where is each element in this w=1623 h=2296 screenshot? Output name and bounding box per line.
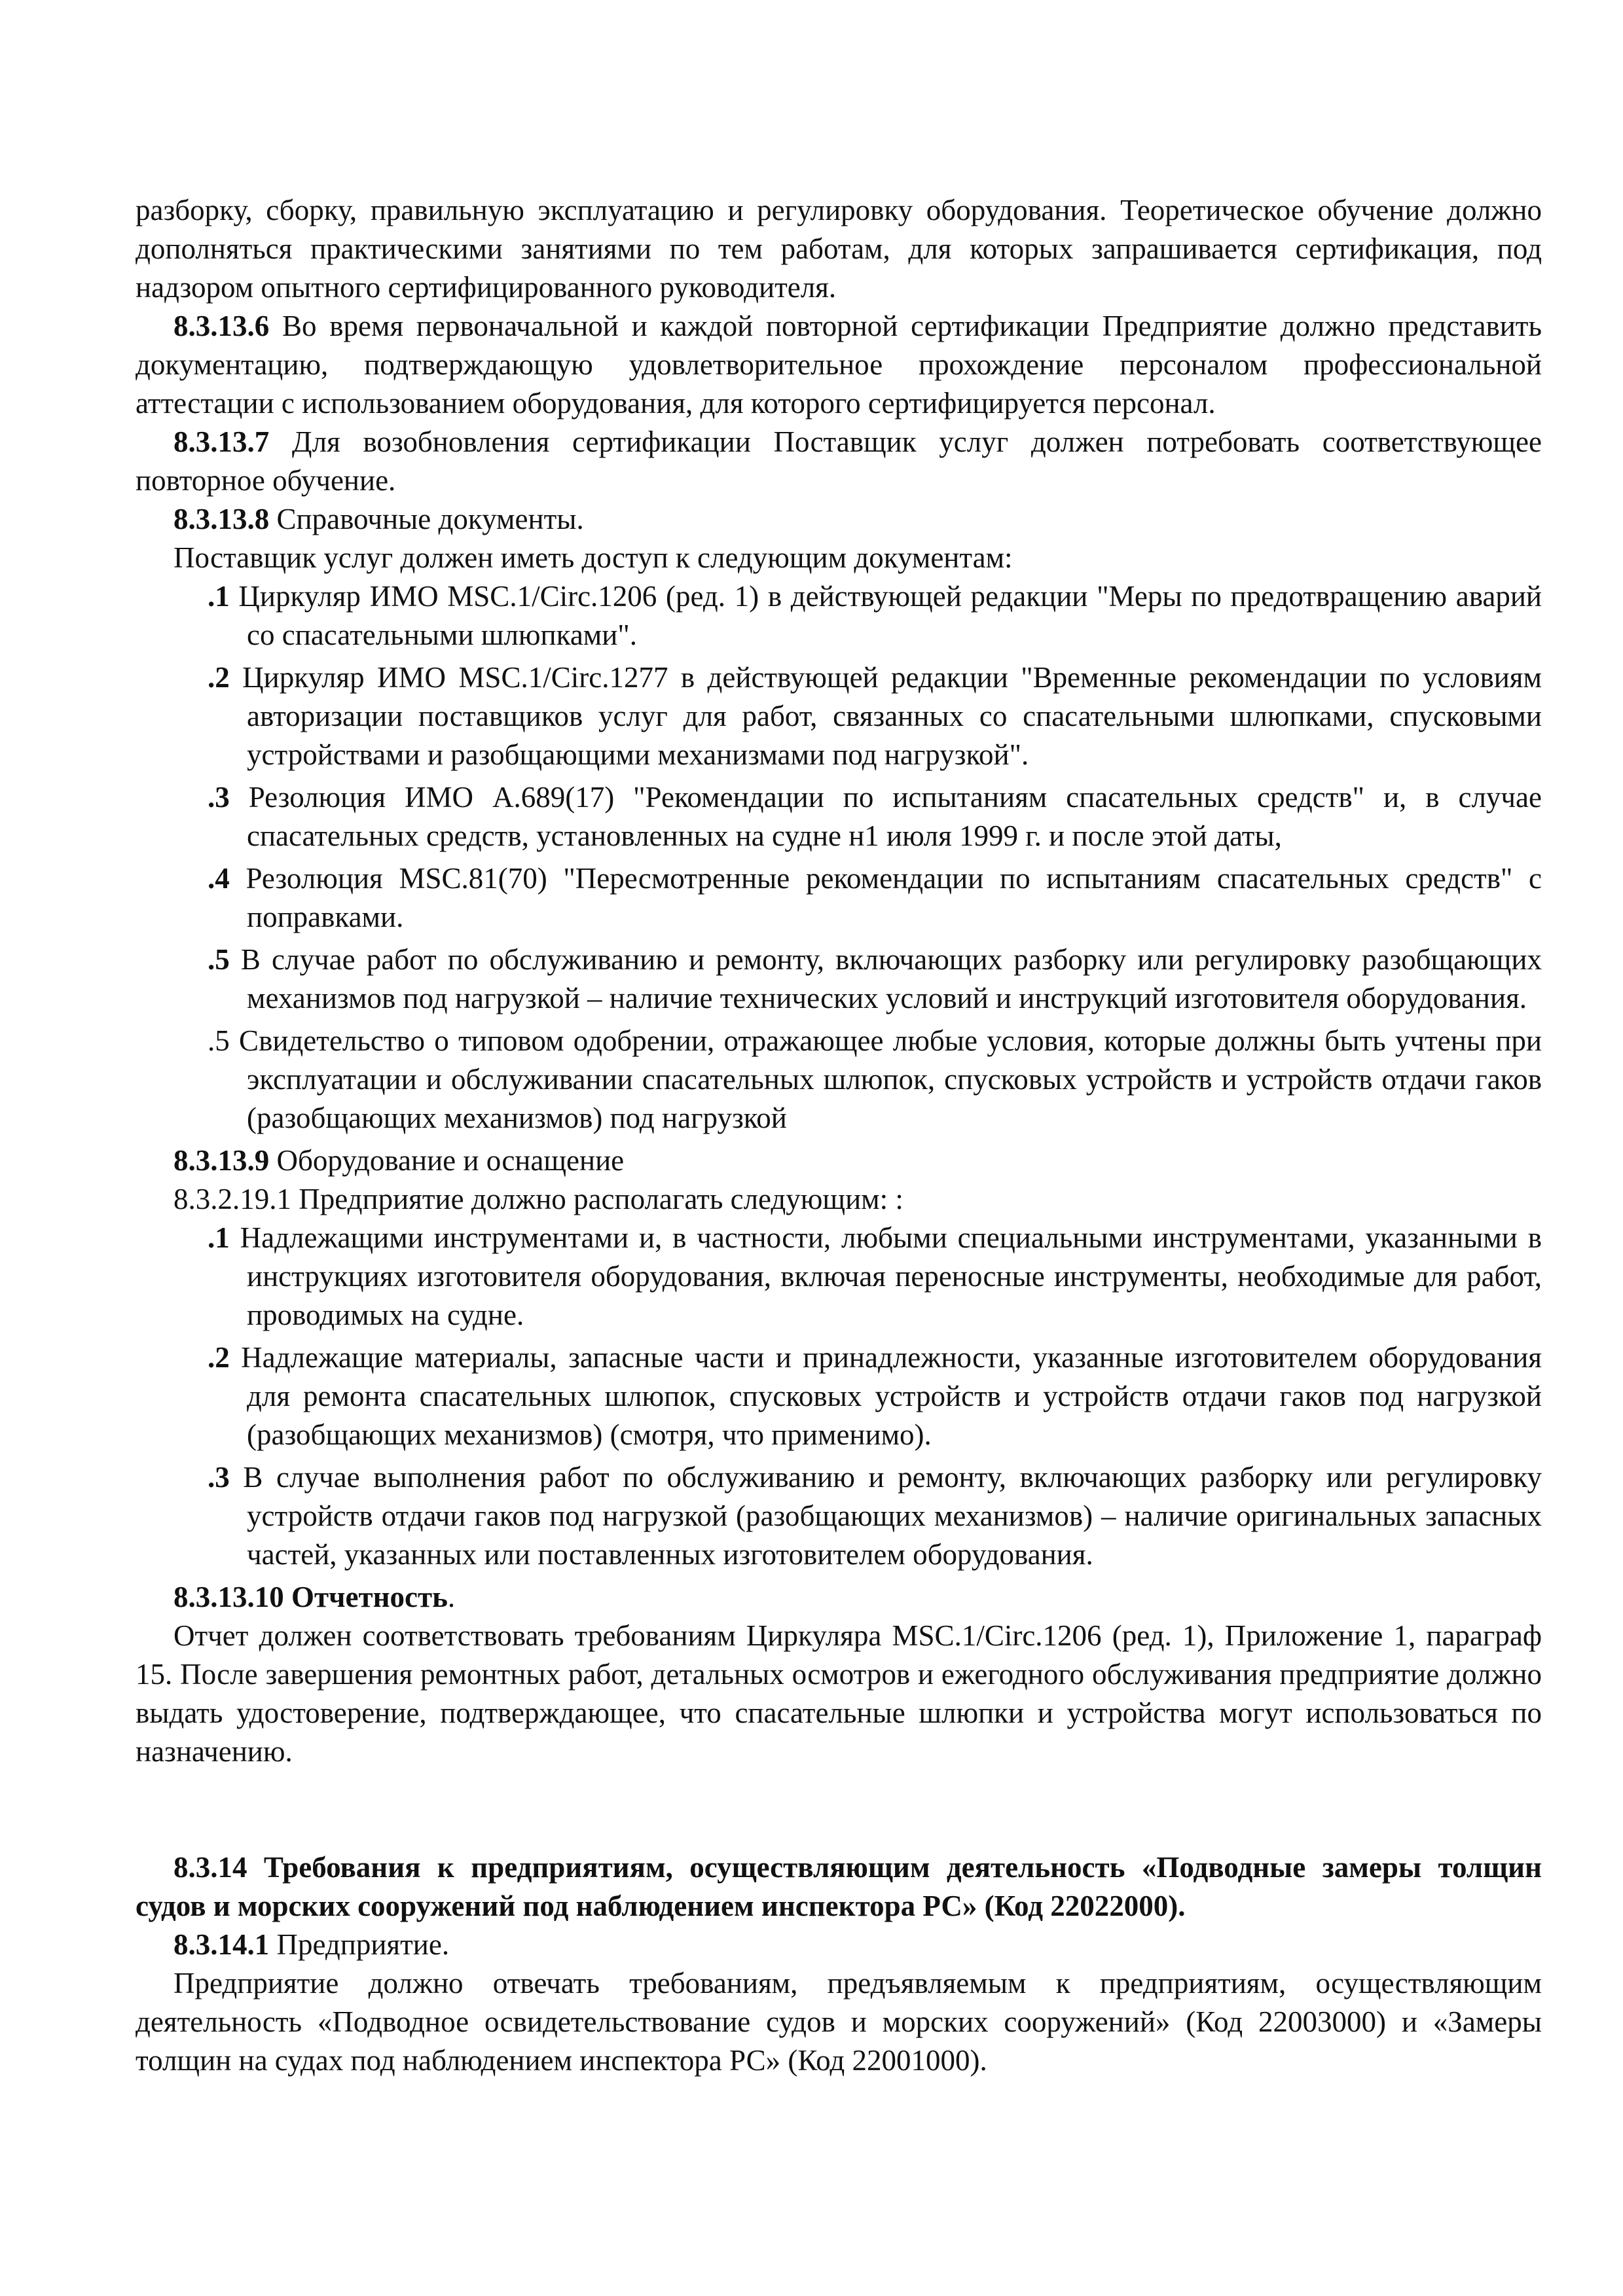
paragraph-number: 8.3.13.10 Отчетность: [173, 1581, 448, 1613]
paragraph-number: 8.3.13.6: [173, 310, 270, 342]
section-heading-8-3-14: 8.3.14 Требования к предприятиям, осуществляющим деятельность «Подводные замеры толщин судов и морских сооружений под наблюдением инспектора РС» (Код 22022000).: [136, 1851, 1542, 1922]
continuation-paragraph: разборку, сборку, правильную эксплуатацию и регулировку оборудования. Теоретическое обучение должно дополняться практическими занятиями по тем работам, для которых запрашивается сертификация, под надзором опытного сертифицированного руководителя.: [136, 194, 1542, 304]
list-item-text: Надлежащими инструментами и, в частности, любыми специальными инструментами, указанными в инструкциях изготовителя оборудования, включая переносные инструменты, необходимые для работ, проводимых на судне.: [229, 1221, 1542, 1331]
list-item-text: Надлежащие материалы, запасные части и принадлежности, указанные изготовителем оборудования для ремонта спасательных шлюпок, спусковых устройств и устройств отдачи гаков под нагрузкой (разобщающих механизмов) (смотря, что применимо).: [229, 1341, 1542, 1451]
paragraph-8-3-13-10: [136, 1578, 1542, 1617]
paragraph-text: Оборудование и оснащение: [269, 1144, 625, 1177]
list-marker: .3: [208, 1461, 230, 1494]
list-item-text: Циркуляр ИМО MSC.1/Circ.1277 в действующей редакции "Временные рекомендации по условиям авторизации поставщиков услуг для работ, связанных со спасательными шлюпками, спусковыми устройствами и разобщающими механизмами под нагрузкой".: [229, 661, 1542, 771]
list-marker: .3: [208, 781, 230, 814]
list-marker: .2: [208, 661, 230, 694]
paragraph-text: Предприятие.: [269, 1928, 450, 1961]
list-marker: .2: [208, 1341, 230, 1374]
reference-documents-list: [136, 577, 1542, 1138]
paragraph-text: Для возобновления сертификации Поставщик услуг должен потребовать соответствующее повторное обучение.: [136, 425, 1542, 497]
list-item: [136, 859, 1542, 937]
docs-intro: Поставщик услуг должен иметь доступ к следующим документам:: [173, 541, 1013, 574]
list-item: [136, 1338, 1542, 1454]
paragraph-8-3-13-8: [136, 500, 1542, 539]
paragraph-8-3-13-7: [136, 423, 1542, 500]
list-marker: .5: [208, 1024, 230, 1057]
list-marker: .4: [208, 862, 230, 895]
paragraph-8-3-13-9: [136, 1141, 1542, 1180]
section-spacer: [136, 1771, 1542, 1848]
list-item: [136, 577, 1542, 655]
list-item: [136, 1458, 1542, 1574]
paragraph-number: 8.3.13.7: [173, 425, 270, 458]
list-item: [136, 1022, 1542, 1138]
enterprise-paragraph: Предприятие должно отвечать требованиям, предъявляемым к предприятиям, осуществляющим деятельность «Подводное освидетельствование судов и морских сооружений» (Код 22003000) и «Замеры толщин на судах под наблюдением инспектора РС» (Код 22001000).: [136, 1967, 1542, 2077]
paragraph-number: 8.3.14.1: [173, 1928, 270, 1961]
paragraph-8-3-13-6: [136, 307, 1542, 423]
paragraph-text: .: [447, 1581, 456, 1613]
list-item: [136, 658, 1542, 774]
list-marker: .1: [208, 580, 230, 613]
paragraph-text: Справочные документы.: [269, 503, 584, 535]
list-item-text: Циркуляр ИМО MSC.1/Circ.1206 (ред. 1) в действующей редакции "Меры по предотвращению аварий со спасательными шлюпками".: [229, 580, 1542, 651]
list-item-text: Резолюция MSC.81(70) "Пересмотренные рекомендации по испытаниям спасательных средств" с поправками.: [229, 862, 1542, 933]
document-page: [136, 191, 1542, 2080]
paragraph-8-3-2-19-1: 8.3.2.19.1 Предприятие должно располагать следующим: :: [173, 1183, 903, 1215]
list-item: [136, 1219, 1542, 1335]
list-item-text: В случае выполнения работ по обслуживанию и ремонту, включающих разборку или регулировку устройств отдачи гаков под нагрузкой (разобщающих механизмов) – наличие оригинальных запасных частей, указанных или поставленных изготовителем оборудования.: [229, 1461, 1542, 1571]
paragraph-8-3-14-1: [136, 1926, 1542, 1964]
report-paragraph: Отчет должен соответствовать требованиям Циркуляра MSC.1/Circ.1206 (ред. 1), Приложение 1, параграф 15. После завершения ремонтных работ, детальных осмотров и ежегодного обслуживания предприятие должно выдать удостоверение, подтверждающее, что спасательные шлюпки и устройства могут использоваться по назначению.: [136, 1619, 1542, 1768]
list-marker: .1: [208, 1221, 230, 1254]
list-marker: .5: [208, 943, 230, 976]
paragraph-text: Во время первоначальной и каждой повторной сертификации Предприятие должно представить документацию, подтверждающую удовлетворительное прохождение персоналом профессиональной аттестации с использованием оборудования, для которого сертифицируется персонал.: [136, 310, 1542, 420]
paragraph-number: 8.3.13.8: [173, 503, 270, 535]
list-item-text: В случае работ по обслуживанию и ремонту, включающих разборку или регулировку разобщающих механизмов под нагрузкой – наличие технических условий и инструкций изготовителя оборудования.: [229, 943, 1542, 1014]
equipment-list: [136, 1219, 1542, 1574]
list-item: [136, 941, 1542, 1018]
list-item-text: Резолюция ИМО A.689(17) "Рекомендации по испытаниям спасательных средств" и, в случае спасательных средств, установленных на судне н1 июля 1999 г. и после этой даты,: [229, 781, 1542, 852]
paragraph-number: 8.3.13.9: [173, 1144, 270, 1177]
list-item-text: Свидетельство о типовом одобрении, отражающее любые условия, которые должны быть учтены при эксплуатации и обслуживании спасательных шлюпок, спусковых устройств и устройств отдачи гаков (разобщающих механизмов) под нагрузкой: [229, 1024, 1542, 1134]
list-item: [136, 778, 1542, 855]
